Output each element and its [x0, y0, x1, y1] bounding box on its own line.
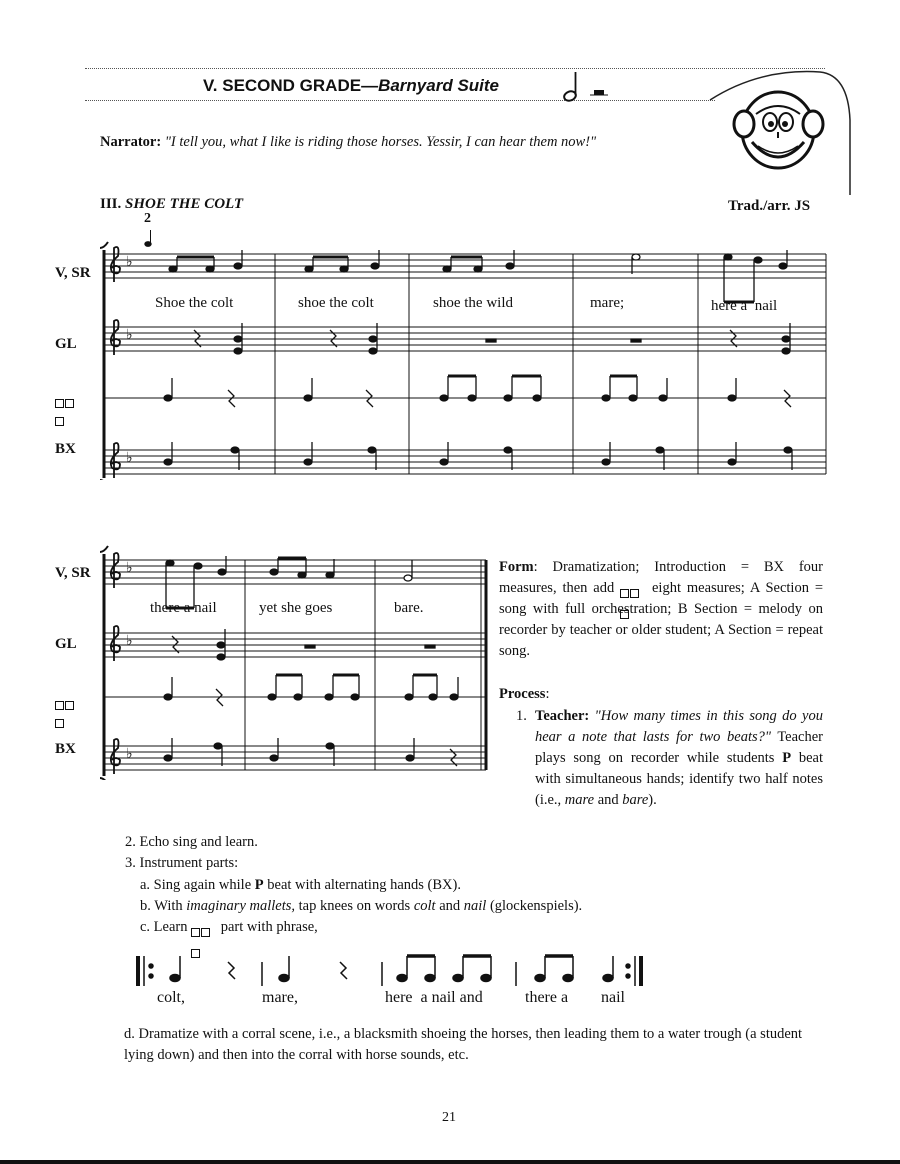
- svg-text:♭: ♭: [126, 451, 133, 466]
- svg-text:♭: ♭: [126, 634, 133, 649]
- page-bottom-edge: [0, 1160, 900, 1164]
- monkey-mascot-icon: [730, 80, 828, 180]
- lyric-s2-m2: yet she goes: [259, 600, 333, 616]
- staff-label-glock: GL: [55, 336, 77, 352]
- rhythm-word-5: nail: [601, 989, 625, 1006]
- lyric-s2-m3: bare.: [394, 600, 424, 616]
- staff-label-bass-2: BX: [55, 741, 76, 757]
- staff-label-voice: V, SR: [55, 265, 91, 281]
- step-3d: d. Dramatize with a corral scene, i.e., a blacksmith shoeing the horses, then leading them to a water trough (a student lying down) and then into the corral with horse sounds, etc.: [124, 1026, 803, 1063]
- woodblock-icon: [55, 697, 81, 706]
- staff-label-voice-2: V, SR: [55, 565, 91, 581]
- song-credit: Trad./arr. JS: [728, 198, 811, 214]
- song-heading: III. SHOE THE COLT: [100, 196, 244, 212]
- music-system-1: [98, 230, 838, 480]
- step-3a: a. Sing again while P beat with alternating hands (BX).: [140, 877, 461, 893]
- header-title: V. SECOND GRADE—Barnyard Suite: [203, 76, 500, 95]
- step-3b: b. With imaginary mallets, tap knees on words colt and nail (glockenspiels).: [140, 898, 583, 914]
- narrator-line: [100, 132, 740, 153]
- rhythm-phrase: [130, 948, 670, 993]
- staff-label-bass: BX: [55, 441, 76, 457]
- music-system-2: [98, 540, 498, 780]
- form-paragraph: Form: Dramatization; Introduction = BX four measures, then add eight measures; A Section = song with full orchestration; B Section = melody on recorder by teacher or older student; A Section = repeat song.: [499, 559, 823, 659]
- staff-label-wood: [55, 390, 81, 408]
- svg-text:♭: ♭: [126, 561, 133, 576]
- lyric-s1-m3: shoe the wild: [433, 295, 513, 311]
- rhythm-word-1: colt,: [157, 989, 185, 1006]
- svg-text:♭: ♭: [126, 747, 133, 762]
- woodblock-icon: [191, 923, 217, 932]
- song-title: SHOE THE COLT: [125, 196, 244, 212]
- form-label: Form: [499, 559, 534, 575]
- process-item1-number: 1.: [516, 708, 527, 724]
- staff-label-wood-2: [55, 692, 81, 710]
- step-3: 3. Instrument parts:: [125, 855, 239, 871]
- half-rest-note-icon: [560, 66, 620, 106]
- rhythm-word-2: mare,: [262, 989, 298, 1006]
- step-3c: c. Learn part with phrase,: [140, 917, 318, 938]
- lyric-s1-m4: mare;: [590, 295, 625, 311]
- narrator-quote: "I tell you, what I like is riding those horses. Yessir, I can hear them now!": [164, 134, 597, 150]
- step-2: 2. Echo sing and learn.: [125, 834, 258, 850]
- woodblock-icon: [55, 395, 81, 404]
- svg-text:♭: ♭: [126, 328, 133, 343]
- narrator-label: Narrator:: [100, 134, 162, 150]
- lyric-s1-m5: here a nail: [711, 298, 778, 314]
- process-item1: Teacher: "How many times in this song do you hear a note that lasts for two beats?" Teacher plays song on recorder while students P beat with simultaneous hands; identify two half notes (i.e., mare and bare).: [535, 708, 824, 808]
- page-number: 21: [442, 1110, 456, 1125]
- header-rule-bottom: [85, 100, 715, 101]
- svg-text:♭: ♭: [126, 255, 133, 270]
- woodblock-icon: [620, 584, 646, 593]
- process-heading: Process:: [499, 686, 550, 702]
- lyric-s1-m1: Shoe the colt: [155, 295, 234, 311]
- header-subtitle: Barnyard Suite: [378, 76, 500, 95]
- lyric-s2-m1: there a nail: [150, 600, 217, 616]
- rhythm-word-4: there a: [525, 989, 569, 1006]
- staff-label-glock-2: GL: [55, 636, 77, 652]
- lyric-s1-m2: shoe the colt: [298, 295, 374, 311]
- starting-pitch: 2: [144, 211, 151, 226]
- rhythm-word-3: here a nail and: [385, 989, 483, 1006]
